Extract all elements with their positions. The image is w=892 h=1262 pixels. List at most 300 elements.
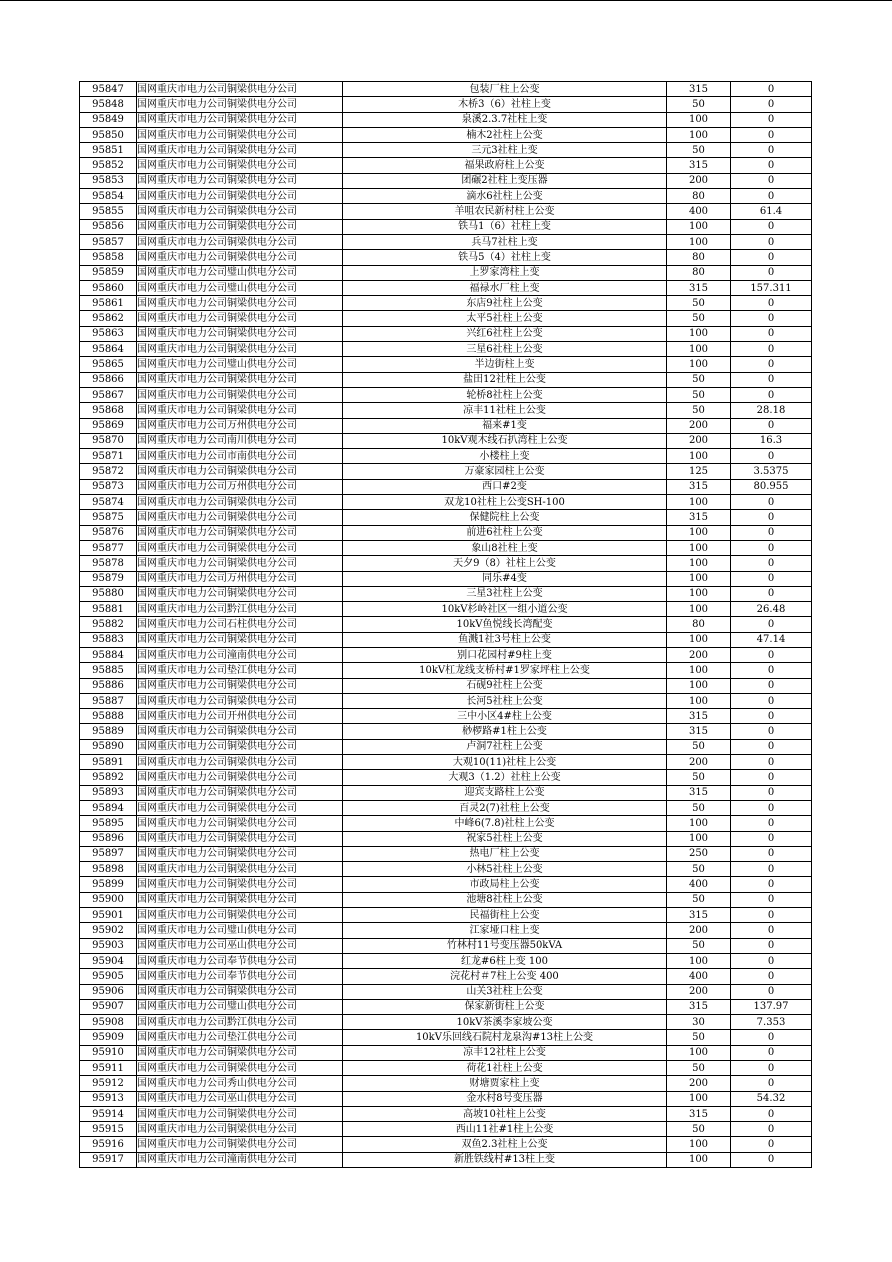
row-id-cell: 95853 xyxy=(80,173,137,188)
row-id-cell: 95885 xyxy=(80,663,137,678)
capacity-cell: 100 xyxy=(667,219,731,234)
transformer-name-cell: 10kV乐回线石院村龙泉沟#13柱上公变 xyxy=(343,1030,667,1045)
row-id-cell: 95909 xyxy=(80,1030,137,1045)
row-id-cell: 95856 xyxy=(80,219,137,234)
value-cell: 0 xyxy=(731,1106,812,1121)
table-row xyxy=(80,785,812,800)
value-cell: 0 xyxy=(731,969,812,984)
company-cell: 国网重庆市电力公司南川供电分公司 xyxy=(137,433,343,448)
row-id-cell: 95905 xyxy=(80,969,137,984)
table-row xyxy=(80,495,812,510)
table-row xyxy=(80,999,812,1014)
row-id-cell: 95893 xyxy=(80,785,137,800)
transformer-name-cell: 上罗家湾柱上变 xyxy=(343,265,667,280)
company-cell: 国网重庆市电力公司铜梁供电分公司 xyxy=(137,632,343,647)
table-row xyxy=(80,862,812,877)
transformer-name-cell: 高坡10社柱上公变 xyxy=(343,1106,667,1121)
table-row xyxy=(80,1137,812,1152)
capacity-cell: 100 xyxy=(667,495,731,510)
transformer-name-cell: 万豪家园柱上公变 xyxy=(343,464,667,479)
table-row xyxy=(80,770,812,785)
capacity-cell: 50 xyxy=(667,938,731,953)
transformer-name-cell: 大观10(11)社柱上公变 xyxy=(343,755,667,770)
company-cell: 国网重庆市电力公司奉节供电分公司 xyxy=(137,969,343,984)
company-cell: 国网重庆市电力公司铜梁供电分公司 xyxy=(137,1137,343,1152)
row-id-cell: 95910 xyxy=(80,1045,137,1060)
transformer-name-cell: 热电厂柱上公变 xyxy=(343,846,667,861)
table-row xyxy=(80,204,812,219)
value-cell: 0 xyxy=(731,1137,812,1152)
value-cell: 0 xyxy=(731,97,812,112)
value-cell: 0 xyxy=(731,510,812,525)
value-cell: 0 xyxy=(731,770,812,785)
capacity-cell: 100 xyxy=(667,540,731,555)
table-row xyxy=(80,510,812,525)
capacity-cell: 50 xyxy=(667,800,731,815)
transformer-name-cell: 江家垭口柱上变 xyxy=(343,923,667,938)
transformer-name-cell: 荷花1社柱上公变 xyxy=(343,1061,667,1076)
transformer-name-cell: 鱼溅1社3号柱上公变 xyxy=(343,632,667,647)
company-cell: 国网重庆市电力公司铜梁供电分公司 xyxy=(137,1045,343,1060)
capacity-cell: 100 xyxy=(667,342,731,357)
capacity-cell: 50 xyxy=(667,296,731,311)
row-id-cell: 95896 xyxy=(80,831,137,846)
row-id-cell: 95882 xyxy=(80,617,137,632)
row-id-cell: 95898 xyxy=(80,862,137,877)
company-cell: 国网重庆市电力公司铜梁供电分公司 xyxy=(137,877,343,892)
value-cell: 0 xyxy=(731,311,812,326)
value-cell: 0 xyxy=(731,571,812,586)
table-row xyxy=(80,571,812,586)
page-top-rule xyxy=(0,0,892,1)
transformer-name-cell: 铁马5（4）社柱上变 xyxy=(343,250,667,265)
row-id-cell: 95877 xyxy=(80,540,137,555)
company-cell: 国网重庆市电力公司铜梁供电分公司 xyxy=(137,311,343,326)
row-id-cell: 95873 xyxy=(80,479,137,494)
row-id-cell: 95914 xyxy=(80,1106,137,1121)
row-id-cell: 95907 xyxy=(80,999,137,1014)
row-id-cell: 95864 xyxy=(80,342,137,357)
row-id-cell: 95916 xyxy=(80,1137,137,1152)
capacity-cell: 315 xyxy=(667,709,731,724)
company-cell: 国网重庆市电力公司铜梁供电分公司 xyxy=(137,296,343,311)
table-row xyxy=(80,602,812,617)
company-cell: 国网重庆市电力公司秀山供电分公司 xyxy=(137,1076,343,1091)
capacity-cell: 315 xyxy=(667,510,731,525)
value-cell: 0 xyxy=(731,739,812,754)
row-id-cell: 95876 xyxy=(80,525,137,540)
row-id-cell: 95854 xyxy=(80,189,137,204)
company-cell: 国网重庆市电力公司铜梁供电分公司 xyxy=(137,326,343,341)
row-id-cell: 95869 xyxy=(80,418,137,433)
value-cell: 0 xyxy=(731,158,812,173)
row-id-cell: 95862 xyxy=(80,311,137,326)
value-cell: 0 xyxy=(731,1122,812,1137)
value-cell: 0 xyxy=(731,296,812,311)
company-cell: 国网重庆市电力公司铜梁供电分公司 xyxy=(137,831,343,846)
transformer-name-cell: 天夕9（8）社柱上公变 xyxy=(343,556,667,571)
transformer-name-cell: 三星3社柱上公变 xyxy=(343,586,667,601)
transformer-name-cell: 迎宾支路柱上公变 xyxy=(343,785,667,800)
capacity-cell: 100 xyxy=(667,1045,731,1060)
row-id-cell: 95917 xyxy=(80,1152,137,1167)
value-cell: 0 xyxy=(731,265,812,280)
company-cell: 国网重庆市电力公司垫江供电分公司 xyxy=(137,663,343,678)
value-cell: 0 xyxy=(731,693,812,708)
transformer-name-cell: 福果政府柱上公变 xyxy=(343,158,667,173)
row-id-cell: 95850 xyxy=(80,127,137,142)
value-cell: 0 xyxy=(731,82,812,97)
table-row xyxy=(80,127,812,142)
row-id-cell: 95883 xyxy=(80,632,137,647)
value-cell: 0 xyxy=(731,127,812,142)
value-cell: 0 xyxy=(731,143,812,158)
capacity-cell: 315 xyxy=(667,158,731,173)
capacity-cell: 50 xyxy=(667,403,731,418)
company-cell: 国网重庆市电力公司铜梁供电分公司 xyxy=(137,724,343,739)
table-row xyxy=(80,189,812,204)
transformer-name-cell: 前进6社柱上公变 xyxy=(343,525,667,540)
capacity-cell: 100 xyxy=(667,1152,731,1167)
table-row xyxy=(80,632,812,647)
transformer-name-cell: 西口#2变 xyxy=(343,479,667,494)
company-cell: 国网重庆市电力公司万州供电分公司 xyxy=(137,479,343,494)
table-row xyxy=(80,357,812,372)
company-cell: 国网重庆市电力公司铜梁供电分公司 xyxy=(137,387,343,402)
row-id-cell: 95908 xyxy=(80,1015,137,1030)
capacity-cell: 315 xyxy=(667,82,731,97)
row-id-cell: 95891 xyxy=(80,755,137,770)
value-cell: 0 xyxy=(731,189,812,204)
transformer-name-cell: 铁马1（6）社柱上变 xyxy=(343,219,667,234)
table-row xyxy=(80,1122,812,1137)
company-cell: 国网重庆市电力公司铜梁供电分公司 xyxy=(137,816,343,831)
value-cell: 0 xyxy=(731,709,812,724)
table-row xyxy=(80,280,812,295)
table-row xyxy=(80,403,812,418)
table-row xyxy=(80,647,812,662)
company-cell: 国网重庆市电力公司璧山供电分公司 xyxy=(137,999,343,1014)
row-id-cell: 95880 xyxy=(80,586,137,601)
value-cell: 0 xyxy=(731,326,812,341)
company-cell: 国网重庆市电力公司铜梁供电分公司 xyxy=(137,342,343,357)
transformer-name-cell: 别口花园村#9柱上变 xyxy=(343,647,667,662)
company-cell: 国网重庆市电力公司万州供电分公司 xyxy=(137,418,343,433)
row-id-cell: 95895 xyxy=(80,816,137,831)
value-cell: 0 xyxy=(731,953,812,968)
row-id-cell: 95866 xyxy=(80,372,137,387)
row-id-cell: 95901 xyxy=(80,908,137,923)
value-cell: 0 xyxy=(731,617,812,632)
company-cell: 国网重庆市电力公司铜梁供电分公司 xyxy=(137,693,343,708)
transformer-name-cell: 百灵2(7)社柱上公变 xyxy=(343,800,667,815)
capacity-cell: 50 xyxy=(667,1122,731,1137)
value-cell: 0 xyxy=(731,418,812,433)
table-row xyxy=(80,800,812,815)
company-cell: 国网重庆市电力公司铜梁供电分公司 xyxy=(137,495,343,510)
row-id-cell: 95902 xyxy=(80,923,137,938)
company-cell: 国网重庆市电力公司铜梁供电分公司 xyxy=(137,525,343,540)
value-cell: 7.353 xyxy=(731,1015,812,1030)
capacity-cell: 315 xyxy=(667,999,731,1014)
capacity-cell: 250 xyxy=(667,846,731,861)
row-id-cell: 95913 xyxy=(80,1091,137,1106)
company-cell: 国网重庆市电力公司垫江供电分公司 xyxy=(137,1030,343,1045)
transformer-name-cell: 福禄水厂柱上变 xyxy=(343,280,667,295)
table-row xyxy=(80,1030,812,1045)
transformer-name-cell: 团碾2社柱上变压器 xyxy=(343,173,667,188)
transformer-name-cell: 卢洞7社柱上公变 xyxy=(343,739,667,754)
capacity-cell: 100 xyxy=(667,663,731,678)
transformer-name-cell: 包装厂柱上公变 xyxy=(343,82,667,97)
table-row xyxy=(80,877,812,892)
value-cell: 0 xyxy=(731,387,812,402)
row-id-cell: 95879 xyxy=(80,571,137,586)
company-cell: 国网重庆市电力公司铜梁供电分公司 xyxy=(137,234,343,249)
value-cell: 0 xyxy=(731,877,812,892)
transformer-name-cell: 太平5社柱上公变 xyxy=(343,311,667,326)
table-row xyxy=(80,556,812,571)
row-id-cell: 95865 xyxy=(80,357,137,372)
row-id-cell: 95894 xyxy=(80,800,137,815)
company-cell: 国网重庆市电力公司铜梁供电分公司 xyxy=(137,204,343,219)
value-cell: 0 xyxy=(731,342,812,357)
company-cell: 国网重庆市电力公司铜梁供电分公司 xyxy=(137,372,343,387)
capacity-cell: 100 xyxy=(667,357,731,372)
capacity-cell: 100 xyxy=(667,816,731,831)
company-cell: 国网重庆市电力公司铜梁供电分公司 xyxy=(137,785,343,800)
table-row xyxy=(80,540,812,555)
capacity-cell: 50 xyxy=(667,143,731,158)
company-cell: 国网重庆市电力公司铜梁供电分公司 xyxy=(137,143,343,158)
capacity-cell: 200 xyxy=(667,755,731,770)
table-row xyxy=(80,479,812,494)
row-id-cell: 95852 xyxy=(80,158,137,173)
value-cell: 0 xyxy=(731,755,812,770)
company-cell: 国网重庆市电力公司潼南供电分公司 xyxy=(137,1152,343,1167)
capacity-cell: 400 xyxy=(667,877,731,892)
row-id-cell: 95855 xyxy=(80,204,137,219)
table-row xyxy=(80,143,812,158)
table-row xyxy=(80,953,812,968)
table-row xyxy=(80,938,812,953)
transformer-name-cell: 财塘贾家柱上变 xyxy=(343,1076,667,1091)
transformer-name-cell: 半边街柱上变 xyxy=(343,357,667,372)
row-id-cell: 95899 xyxy=(80,877,137,892)
value-cell: 0 xyxy=(731,816,812,831)
value-cell: 16.3 xyxy=(731,433,812,448)
transformer-name-cell: 中峰6(7.8)社柱上公变 xyxy=(343,816,667,831)
company-cell: 国网重庆市电力公司黔江供电分公司 xyxy=(137,1015,343,1030)
company-cell: 国网重庆市电力公司巫山供电分公司 xyxy=(137,1091,343,1106)
row-id-cell: 95847 xyxy=(80,82,137,97)
table-row xyxy=(80,693,812,708)
value-cell: 28.18 xyxy=(731,403,812,418)
transformer-name-cell: 兴红6社柱上公变 xyxy=(343,326,667,341)
company-cell: 国网重庆市电力公司铜梁供电分公司 xyxy=(137,678,343,693)
table-row xyxy=(80,311,812,326)
transformer-name-cell: 10kV茶溪李家坡公变 xyxy=(343,1015,667,1030)
table-row xyxy=(80,464,812,479)
row-id-cell: 95906 xyxy=(80,984,137,999)
transformer-name-cell: 楠木2社柱上公变 xyxy=(343,127,667,142)
capacity-cell: 100 xyxy=(667,678,731,693)
table-row xyxy=(80,1091,812,1106)
table-row xyxy=(80,296,812,311)
capacity-cell: 100 xyxy=(667,127,731,142)
transformer-table xyxy=(79,81,812,1168)
value-cell: 0 xyxy=(731,923,812,938)
capacity-cell: 100 xyxy=(667,234,731,249)
company-cell: 国网重庆市电力公司铜梁供电分公司 xyxy=(137,1122,343,1137)
capacity-cell: 50 xyxy=(667,1061,731,1076)
transformer-name-cell: 盐田12社柱上公变 xyxy=(343,372,667,387)
table-row xyxy=(80,250,812,265)
value-cell: 0 xyxy=(731,525,812,540)
company-cell: 国网重庆市电力公司铜梁供电分公司 xyxy=(137,219,343,234)
value-cell: 0 xyxy=(731,357,812,372)
value-cell: 0 xyxy=(731,1076,812,1091)
value-cell: 0 xyxy=(731,647,812,662)
company-cell: 国网重庆市电力公司铜梁供电分公司 xyxy=(137,862,343,877)
transformer-name-cell: 兵马7社柱上变 xyxy=(343,234,667,249)
row-id-cell: 95904 xyxy=(80,953,137,968)
transformer-name-cell: 泉溪2.3.7社柱上变 xyxy=(343,112,667,127)
transformer-name-cell: 滴水6社柱上公变 xyxy=(343,189,667,204)
transformer-name-cell: 西山11社#1柱上公变 xyxy=(343,1122,667,1137)
row-id-cell: 95861 xyxy=(80,296,137,311)
company-cell: 国网重庆市电力公司璧山供电分公司 xyxy=(137,280,343,295)
company-cell: 国网重庆市电力公司石柱供电分公司 xyxy=(137,617,343,632)
table-row xyxy=(80,234,812,249)
transformer-name-cell: 民福街柱上公变 xyxy=(343,908,667,923)
table-row xyxy=(80,586,812,601)
transformer-name-cell: 池塘8社柱上公变 xyxy=(343,892,667,907)
company-cell: 国网重庆市电力公司铜梁供电分公司 xyxy=(137,464,343,479)
transformer-name-cell: 10kV杉岭社区一组小道公变 xyxy=(343,602,667,617)
capacity-cell: 80 xyxy=(667,250,731,265)
row-id-cell: 95875 xyxy=(80,510,137,525)
company-cell: 国网重庆市电力公司铜梁供电分公司 xyxy=(137,250,343,265)
capacity-cell: 315 xyxy=(667,1106,731,1121)
value-cell: 0 xyxy=(731,372,812,387)
value-cell: 0 xyxy=(731,219,812,234)
company-cell: 国网重庆市电力公司铜梁供电分公司 xyxy=(137,189,343,204)
row-id-cell: 95890 xyxy=(80,739,137,754)
transformer-name-cell: 凉丰11社柱上公变 xyxy=(343,403,667,418)
table-row xyxy=(80,112,812,127)
row-id-cell: 95858 xyxy=(80,250,137,265)
row-id-cell: 95884 xyxy=(80,647,137,662)
value-cell: 0 xyxy=(731,663,812,678)
capacity-cell: 315 xyxy=(667,280,731,295)
table-row xyxy=(80,433,812,448)
capacity-cell: 315 xyxy=(667,724,731,739)
table-row xyxy=(80,1061,812,1076)
transformer-name-cell: 祝家5社柱上公变 xyxy=(343,831,667,846)
capacity-cell: 50 xyxy=(667,372,731,387)
company-cell: 国网重庆市电力公司铜梁供电分公司 xyxy=(137,82,343,97)
value-cell: 157.311 xyxy=(731,280,812,295)
table-row xyxy=(80,449,812,464)
company-cell: 国网重庆市电力公司铜梁供电分公司 xyxy=(137,112,343,127)
value-cell: 0 xyxy=(731,112,812,127)
transformer-name-cell: 石砚9社柱上公变 xyxy=(343,678,667,693)
value-cell: 0 xyxy=(731,831,812,846)
table-row xyxy=(80,739,812,754)
table-row xyxy=(80,709,812,724)
capacity-cell: 100 xyxy=(667,953,731,968)
capacity-cell: 100 xyxy=(667,1137,731,1152)
company-cell: 国网重庆市电力公司巫山供电分公司 xyxy=(137,938,343,953)
value-cell: 0 xyxy=(731,892,812,907)
transformer-name-cell: 凉丰12社柱上公变 xyxy=(343,1045,667,1060)
value-cell: 0 xyxy=(731,785,812,800)
transformer-name-cell: 三元3社柱上变 xyxy=(343,143,667,158)
table-row xyxy=(80,219,812,234)
company-cell: 国网重庆市电力公司开州供电分公司 xyxy=(137,709,343,724)
capacity-cell: 100 xyxy=(667,602,731,617)
row-id-cell: 95911 xyxy=(80,1061,137,1076)
row-id-cell: 95881 xyxy=(80,602,137,617)
capacity-cell: 100 xyxy=(667,449,731,464)
table-row xyxy=(80,908,812,923)
transformer-name-cell: 红龙#6柱上变 100 xyxy=(343,953,667,968)
company-cell: 国网重庆市电力公司铜梁供电分公司 xyxy=(137,540,343,555)
table-row xyxy=(80,1152,812,1167)
capacity-cell: 50 xyxy=(667,739,731,754)
transformer-name-cell: 保家新街柱上公变 xyxy=(343,999,667,1014)
company-cell: 国网重庆市电力公司铜梁供电分公司 xyxy=(137,1106,343,1121)
row-id-cell: 95912 xyxy=(80,1076,137,1091)
value-cell: 54.32 xyxy=(731,1091,812,1106)
transformer-name-cell: 市政局柱上公变 xyxy=(343,877,667,892)
capacity-cell: 50 xyxy=(667,311,731,326)
transformer-name-cell: 浣花村＃7柱上公变 400 xyxy=(343,969,667,984)
table-row xyxy=(80,82,812,97)
value-cell: 0 xyxy=(731,586,812,601)
transformer-name-cell: 大观3（1.2）社柱上公变 xyxy=(343,770,667,785)
table-row xyxy=(80,265,812,280)
table-row xyxy=(80,173,812,188)
value-cell: 0 xyxy=(731,540,812,555)
value-cell: 137.97 xyxy=(731,999,812,1014)
row-id-cell: 95848 xyxy=(80,97,137,112)
company-cell: 国网重庆市电力公司铜梁供电分公司 xyxy=(137,755,343,770)
transformer-name-cell: 东店9社柱上公变 xyxy=(343,296,667,311)
table-row xyxy=(80,418,812,433)
transformer-name-cell: 10kV鱼悦线长湾配变 xyxy=(343,617,667,632)
capacity-cell: 80 xyxy=(667,617,731,632)
company-cell: 国网重庆市电力公司铜梁供电分公司 xyxy=(137,908,343,923)
capacity-cell: 80 xyxy=(667,189,731,204)
table-row xyxy=(80,387,812,402)
company-cell: 国网重庆市电力公司璧山供电分公司 xyxy=(137,265,343,280)
value-cell: 0 xyxy=(731,984,812,999)
transformer-name-cell: 羊咀农民新村柱上公变 xyxy=(343,204,667,219)
row-id-cell: 95851 xyxy=(80,143,137,158)
capacity-cell: 50 xyxy=(667,892,731,907)
row-id-cell: 95903 xyxy=(80,938,137,953)
company-cell: 国网重庆市电力公司铜梁供电分公司 xyxy=(137,984,343,999)
capacity-cell: 50 xyxy=(667,862,731,877)
table-row xyxy=(80,969,812,984)
transformer-name-cell: 福来#1变 xyxy=(343,418,667,433)
table-row xyxy=(80,1076,812,1091)
capacity-cell: 400 xyxy=(667,204,731,219)
table-row xyxy=(80,724,812,739)
value-cell: 0 xyxy=(731,862,812,877)
